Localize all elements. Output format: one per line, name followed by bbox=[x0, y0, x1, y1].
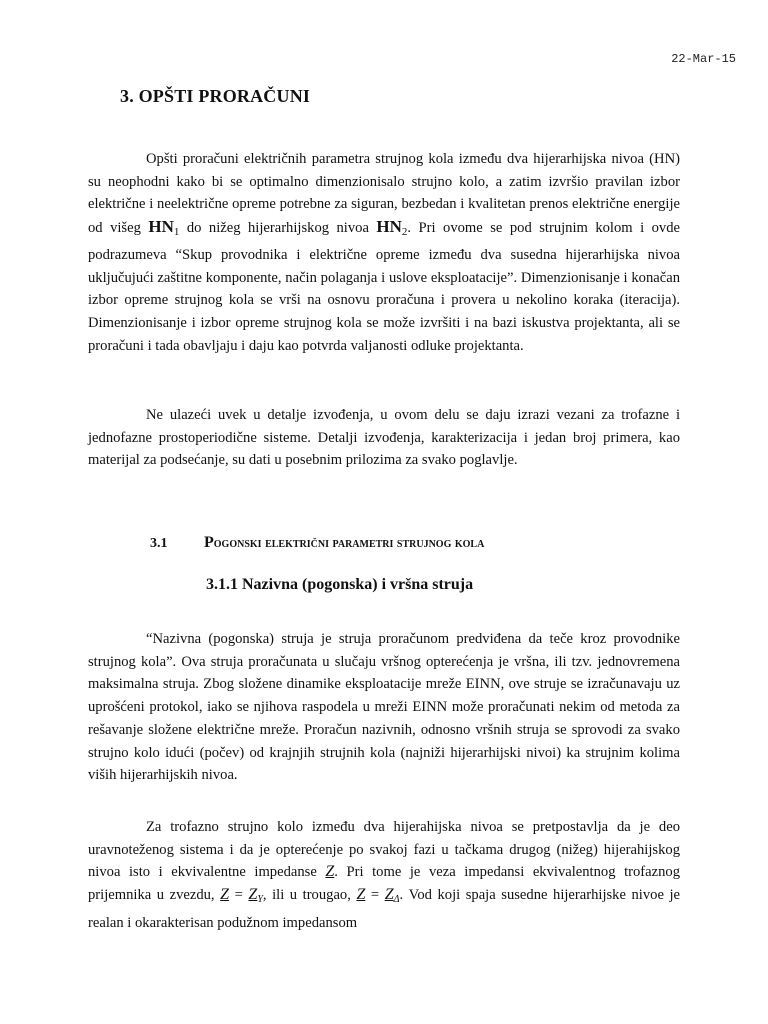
paragraph-intro-text-a: Opšti proračuni električnih parametra strujnog kola između dva hijerarhijska nivoa (HN) su neophodni kako bi se optimalno dimenzionisalo strujno kolo, a zatim izvršio pravilan izbor električne i neelektrične opreme potrebne za siguran, bezbedan i kvalitetan prenos električne energije od višeg bbox=[88, 151, 680, 237]
section-title: 3. OPŠTI PRORAČUNI bbox=[120, 86, 311, 106]
paragraph-intro bbox=[88, 148, 680, 357]
paragraph-three-phase-text-d: . Vod koji spaja susedne hijerarhijske nivoe je realan i okarakterisan podužnom impedansom bbox=[88, 887, 681, 931]
paragraph-nominal-current: “Nazivna (pogonska) struja je struja proračunom predviđena da teče kroz provodnike strujnog kola”. Ova struja proračunata u slučaju vršnog opterećenja je vršna, ili tzv. jednovremena maksimalna struja. Zbog složene dinamike eksploatacije mreže EINN, ove struje se izračunavaju uz uprošćeni protokol, iako se njihova raspodela u mreži EINN može proračunati nekim od metoda za rešavanje složene električne mreže. Proračun nazivnih, odnosno vršnih struja se sprovodi za svako strujno kolo idući (počev) od krajnjih strujnih kola (najniži hijerarhijski nivoi) ka strujnim kolima viših hijerarhijskih nivoa. bbox=[88, 631, 680, 784]
hn2-symbol: $HN_2$ bbox=[376, 217, 408, 239]
paragraph-scope: Ne ulazeći uvek u detalje izvođenja, u ovom delu se daju izrazi vezani za trofazne i jednofazne prostoperiodične sisteme. Detalji izvođenja, karakterizacija i jedan broj primera, kao materijal za podsećanje, su dati u posebnim prilozima za svako poglavlje. bbox=[88, 407, 680, 469]
paragraph-intro-text-c: . Pri ovome se pod strujnim kolom i ovde podrazumeva “Skup provodnika i električne opreme između dva susedna hijerarhijska nivoa uključujući zaštitne komponente, način polaganja i uslove eksploatacije”. Dimenzionisanje i konačan izbor opreme strujnog kola se vrši na osnovu proračuna i provera u nekolino koraka (iteracija). Dimenzionisanje i izbor opreme strujnog kola se može izvršiti i na bazi iskustva projektanta, ali se proračuni i tada obavljaju i daju kao potvrda valjanosti odluke projektanta. bbox=[88, 220, 680, 354]
paragraph-three-phase-text-c: , ili u trougao, bbox=[262, 887, 351, 904]
header-date: 22-Mar-15 bbox=[671, 52, 736, 66]
subsection-number: 3.1 bbox=[150, 536, 168, 551]
delta-impedance-equation: $Z = Z_\Delta$ bbox=[356, 886, 400, 906]
star-impedance-equation: $Z = Z_Y$ bbox=[220, 886, 263, 906]
paragraph-three-phase-text-b: . Pri tome je veza impedansi ekvivalentnog trofaznog prijemnika u zvezdu, bbox=[88, 864, 680, 904]
paragraph-intro-text-b: do nižeg hijerarhijskog nivoa bbox=[186, 220, 369, 237]
subsection-heading bbox=[150, 534, 484, 552]
paragraph-three-phase-text-a: Za trofazno strujno kolo između dva hijerahijska nivoa se pretpostavlja da je deo uravnoteženog sistema i da je opterećenje po svakoj fazi u tačkama drugog (nižeg) hijerahijskog nivoa isto i ekvivalentne impedanse bbox=[88, 819, 680, 881]
hn1-symbol: $HN_1$ bbox=[148, 217, 180, 239]
paragraph-three-phase bbox=[88, 816, 680, 935]
subsubsection-heading: 3.1.1 Nazivna (pogonska) i vršna struja bbox=[206, 576, 474, 593]
subsection-title: Pogonski električni parametri strujnog kola bbox=[204, 534, 485, 551]
impedance-z-symbol: Z bbox=[325, 863, 335, 881]
